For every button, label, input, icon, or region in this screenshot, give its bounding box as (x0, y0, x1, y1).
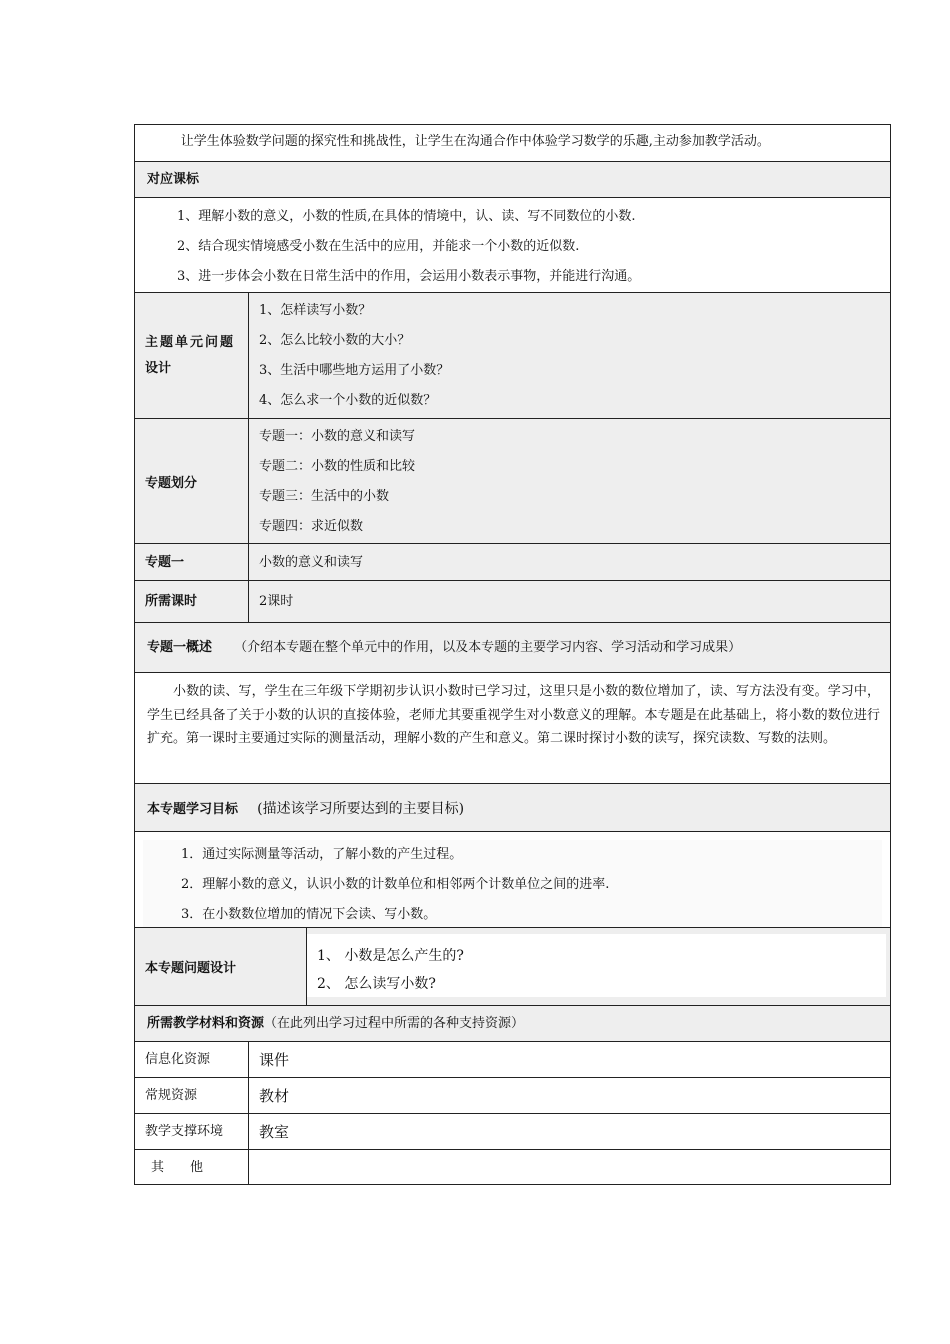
overview-header (135, 622, 890, 672)
overview-note: （介绍本专题在整个单元中的作用，以及本专题的主要学习内容、学习活动和学习成果） (234, 640, 742, 655)
curriculum-item: 1、理解小数的意义，小数的性质,在具体的情境中，认、读、写不同数位的小数. (177, 209, 636, 224)
resources-header (135, 1005, 890, 1041)
goal-item: 3．在小数数位增加的情况下会读、写小数。 (181, 907, 437, 922)
resources-note: （在此列出学习过程中所需的各种支持资源） (264, 1016, 525, 1031)
intro-row (135, 125, 890, 161)
resource-value: 教室 (259, 1123, 290, 1141)
unit-question-item: 2、怎么比较小数的大小？ (259, 333, 411, 348)
curriculum-item: 3、进一步体会小数在日常生活中的作用，会运用小数表示事物，并能进行沟通。 (177, 269, 641, 284)
topic-one-value: 小数的意义和读写 (259, 555, 364, 570)
resource-value: 教材 (259, 1087, 290, 1105)
goal-item: 1．通过实际测量等活动，了解小数的产生过程。 (181, 847, 463, 862)
intro-text: 让学生体验数学问题的探究性和挑战性，让学生在沟通合作中体验学习数学的乐趣,主动参加教学活动。 (180, 134, 770, 149)
topic-one-row (135, 543, 890, 580)
question-design-label: 本专题问题设计 (135, 928, 307, 1005)
overview-body (135, 672, 890, 783)
curriculum-header-label: 对应课标 (147, 172, 200, 187)
lesson-plan-table (134, 124, 891, 1185)
unit-questions-row (135, 292, 890, 418)
goals-label: 本专题学习目标 (147, 802, 239, 817)
resources-label: 所需教学材料和资源 (147, 1016, 265, 1031)
question-item: 1、 小数是怎么产生的? (317, 948, 464, 964)
hours-value: 2课时 (259, 594, 294, 609)
goal-item: 2．理解小数的意义，认识小数的计数单位和相邻两个计数单位之间的进率. (181, 877, 610, 892)
overview-text: 小数的读、写，学生在三年级下学期初步认识小数时已学习过，这里只是小数的数位增加了，读、写方法没有变。学习中，学生已经具备了关于小数的认识的直接体验，老师尤其要重视学生对小数意义的理解。本专题是在此基础上，将小数的数位进行扩充。第一课时主要通过实际的测量活动，理解小数的产生和意义。第二课时探讨小数的读写，探究读数、写数的法则。 (147, 684, 880, 746)
resource-label: 常规资源 (135, 1078, 249, 1113)
topic-item: 专题三：生活中的小数 (259, 489, 390, 504)
goals-body (135, 831, 890, 927)
resource-label: 教学支撑环境 (135, 1114, 249, 1149)
topic-item: 专题四：求近似数 (259, 519, 364, 534)
resource-row (135, 1041, 890, 1077)
resource-value (249, 1150, 890, 1184)
resource-row (135, 1077, 890, 1113)
goals-header (135, 783, 890, 831)
topic-one-label: 专题一 (135, 544, 249, 580)
topic-item: 专题二：小数的性质和比较 (259, 459, 416, 474)
question-design-row (135, 927, 890, 1005)
hours-row (135, 580, 890, 622)
topics-row (135, 418, 890, 543)
resource-row (135, 1113, 890, 1149)
curriculum-items (135, 197, 890, 292)
unit-question-item: 3、生活中哪些地方运用了小数？ (259, 363, 450, 378)
resource-label: 信息化资源 (135, 1042, 249, 1077)
topics-list (249, 419, 890, 543)
resource-row (135, 1149, 890, 1184)
topic-item: 专题一：小数的意义和读写 (259, 429, 416, 444)
curriculum-header (135, 161, 890, 197)
question-design-list (307, 934, 886, 997)
unit-questions-label: 主题单元问题 设计 (135, 293, 249, 418)
question-item: 2、 怎么读写小数? (317, 976, 436, 992)
resource-label: 其 他 (135, 1150, 249, 1184)
overview-label: 专题一概述 (147, 640, 213, 655)
curriculum-item: 2、结合现实情境感受小数在生活中的应用，并能求一个小数的近似数. (177, 239, 580, 254)
resource-value: 课件 (259, 1051, 290, 1069)
hours-label: 所需课时 (135, 581, 249, 622)
goals-note: (描述该学习所要达到的主要目标) (257, 801, 465, 817)
goals-list (143, 840, 882, 930)
unit-question-item: 4、怎么求一个小数的近似数？ (259, 393, 437, 408)
unit-questions-list (249, 293, 890, 418)
unit-question-item: 1、怎样读写小数？ (259, 303, 372, 318)
topics-label: 专题划分 (135, 419, 249, 543)
